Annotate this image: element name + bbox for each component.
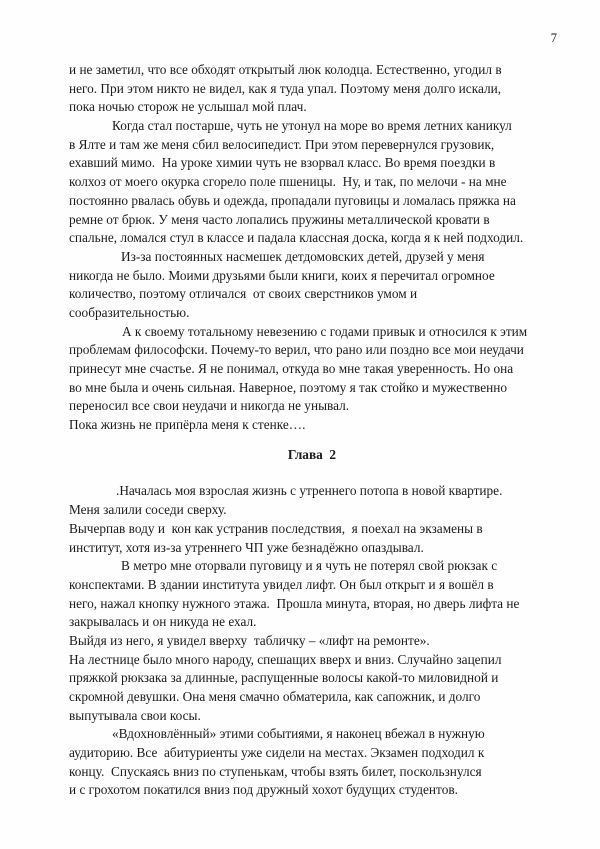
text-line: ремне от брюк. У меня часто лопались пружины металлической кровати в [69,211,490,227]
text-line: Вычерпав воду и кон как устранив последствия, я поехал на экзамены в [69,520,483,536]
vertical-gap [69,464,555,482]
text-line: в Ялте и там же меня сбил велосипедист. При этом перевернулся грузовик, [69,136,495,152]
text-line: спальне, ломался стул в классе и падала классная доска, когда я к ней подходил. [69,230,524,246]
text-line: А к своему тотальному невезению с годами привык и относился к этим [122,323,528,339]
text-line: Выйдя из него, я увидел вверху табличку – «лифт на ремонте». [69,632,430,648]
text-line: принесут мне счастье. Я не понимал, откуда во мне такая уверенность. Но она [69,361,514,376]
text-line: «Вдохновлённый» этими событиями, я наконец вбежал в нужную [112,726,485,742]
text-line: никогда не было. Моими друзьями были книги, коих я перечитал огромное [69,267,495,283]
text-line: количество, поэтому отличался от своих сверстников умом и [69,286,418,302]
text-line: проблемам философски. Почему-то верил, что рано или поздно все мои неудачи [69,342,524,358]
text-line: и с грохотом покатился вниз под дружный хохот будущих студентов. [69,782,458,798]
text-line: Когда стал постарше, чуть не утонул на море во время летних каникул [112,118,512,134]
page-number: 7 [550,31,557,45]
text-line: него, нажал кнопку нужного этажа. Прошла минута, вторая, но дверь лифта не [69,595,520,611]
text-line: Меня залили соседи сверху. [69,502,227,518]
text-line: институт, хотя из-за утреннего ЧП уже безнадёжно опаздывал. [69,539,424,555]
text-line: пока ночью сторож не услышал мой плач. [69,99,307,115]
text-line: и не заметил, что все обходят открытый люк колодца. Естественно, угодил в [69,62,502,77]
text-line: В метро мне оторвали пуговицу и я чуть не потерял свой рюкзак с [121,558,498,574]
text-line: колхоз от моего окурка сгорело поле пшеницы. Ну, и так, по мелочи - на мне [69,174,507,190]
chapter-heading: Глава 2 [287,446,337,462]
text-line: На лестнице было много народу, спешащих вверх и вниз. Случайно зацепил [69,651,502,667]
page-text [69,61,555,800]
text-line: концу. Спускаясь вниз по ступенькам, чтобы взять билет, поскользнулся [69,763,482,779]
text-line: ехавший мимо. На уроке химии чуть не взорвал класс. Во время поездки в [69,155,496,171]
text-line: скромной девушки. Она меня смачно обматерила, как сапожник, и долго [69,689,481,704]
text-line: выпутывала свои косы. [69,707,201,723]
text-line: .Началась моя взрослая жизнь с утреннего потопа в новой квартире. [116,483,503,499]
text-line: Из-за постоянных насмешек детдомовских детей, друзей у меня [121,248,485,264]
text-line: Пока жизнь не припёрла меня к стенке…. [69,417,306,433]
vertical-gap [69,435,555,446]
text-line: конспектами. В здании института увидел лифт. Он был открыт и я вошёл в [69,576,494,592]
text-line: сообразительностью. [69,304,190,320]
text-line: во мне была и очень сильная. Наверное, поэтому я так стойко и мужественно [69,379,508,395]
text-line: аудиторию. Все абитуриенты уже сидели на местах. Экзамен подходил к [69,745,485,761]
text-line: него. При этом никто не видел, как я туда упал. Поэтому меня долго искали, [69,80,502,96]
text-line: постоянно рвалась обувь и одежда, пропадали пуговицы и ломалась пряжка на [69,192,516,208]
text-line: пряжкой рюкзака за длинные, распущенные волосы какой-то миловидной и [69,670,499,686]
text-line: переносил все свои неудачи и никогда не унывал. [69,398,350,414]
text-line: закрывалась и он никуда не ехал. [69,614,257,630]
